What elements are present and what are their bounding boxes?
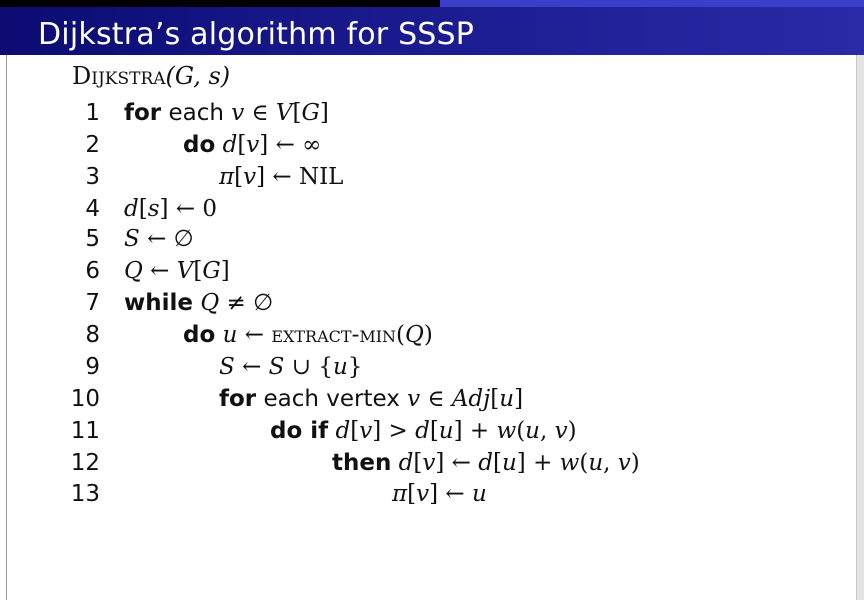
code-token: }: [347, 354, 363, 380]
code-token: u: [222, 322, 238, 348]
code-token: [: [407, 481, 417, 507]
code-token: ← ∅: [139, 226, 194, 252]
code-token: [215, 132, 222, 158]
line-number: 13: [70, 481, 100, 507]
code-token: v: [416, 481, 430, 507]
code-token: ] ← NIL: [256, 164, 344, 190]
line-number: 4: [85, 196, 100, 222]
code-line: [0, 100, 850, 132]
code-text: [124, 290, 273, 316]
code-text: [124, 196, 217, 222]
line-number: 5: [85, 226, 100, 252]
code-token: ,: [603, 450, 618, 476]
code-token: ←: [234, 354, 269, 380]
code-token: d: [124, 196, 139, 222]
code-token: ,: [540, 418, 555, 444]
code-token: Q: [124, 258, 143, 284]
code-line: [0, 354, 850, 386]
code-token: v: [246, 132, 260, 158]
code-line: [0, 481, 850, 513]
code-token: Q: [405, 322, 424, 348]
keyword: then: [332, 450, 392, 476]
code-token: G: [301, 100, 320, 126]
code-token: π: [392, 481, 408, 507]
code-token: S: [219, 354, 235, 380]
code-token: π: [219, 164, 235, 190]
code-token: S: [124, 226, 140, 252]
code-token: [: [292, 100, 302, 126]
line-number: 6: [85, 258, 100, 284]
code-token: u: [438, 418, 454, 444]
code-token: G: [202, 258, 221, 284]
code-token: ): [630, 450, 640, 476]
line-number: 3: [85, 164, 100, 190]
code-line: [0, 322, 850, 354]
code-token: u: [525, 418, 540, 444]
code-token: v: [359, 418, 373, 444]
code-token: extract-min: [271, 322, 397, 348]
code-line: [0, 164, 850, 196]
top-navigation-accent: [440, 0, 864, 7]
code-text: [124, 100, 329, 126]
code-token: (: [396, 322, 406, 348]
code-token: v: [231, 100, 245, 126]
code-token: s: [147, 196, 160, 222]
code-token: [: [492, 450, 502, 476]
code-token: [: [429, 418, 439, 444]
code-token: d: [415, 418, 430, 444]
code-token: [: [350, 418, 360, 444]
slide-title-bar: [0, 7, 864, 55]
line-number: 11: [70, 418, 100, 444]
code-line: [0, 258, 850, 290]
code-token: ≠ ∅: [219, 290, 274, 316]
code-token: ] ← 0: [159, 196, 218, 222]
code-token: w: [559, 450, 580, 476]
line-number: 7: [85, 290, 100, 316]
code-token: [: [193, 258, 203, 284]
code-token: [215, 322, 222, 348]
code-token: [: [237, 132, 247, 158]
code-token: v: [617, 450, 631, 476]
keyword: do if: [270, 418, 329, 444]
code-token: ]: [319, 100, 329, 126]
code-token: d: [478, 450, 493, 476]
code-token: [: [413, 450, 423, 476]
line-number: 1: [85, 100, 100, 126]
keyword: do: [183, 322, 216, 348]
code-token: ]: [514, 386, 524, 412]
code-line: [0, 132, 850, 164]
procedure-args: (G, s): [165, 62, 231, 90]
code-token: v: [554, 418, 568, 444]
code-token: ] +: [453, 418, 497, 444]
code-token: [: [138, 196, 148, 222]
code-text: [219, 386, 523, 412]
code-line: [0, 226, 850, 258]
code-token: (: [516, 418, 526, 444]
code-text: [392, 481, 487, 507]
code-token: v: [422, 450, 436, 476]
keyword: do: [183, 132, 216, 158]
code-line: [0, 290, 850, 322]
code-token: ←: [237, 322, 272, 348]
code-text: [124, 258, 230, 284]
code-token: ∈: [244, 100, 276, 126]
keyword: while: [124, 290, 193, 316]
code-token: u: [332, 354, 348, 380]
code-token: ] ←: [429, 481, 472, 507]
code-token: [391, 450, 398, 476]
code-token: V: [176, 258, 194, 284]
code-token: ←: [142, 258, 177, 284]
code-text: [270, 418, 577, 444]
code-token: u: [588, 450, 604, 476]
code-token: ): [567, 418, 577, 444]
code-line: [0, 418, 850, 450]
code-token: S: [268, 354, 285, 380]
code-token: ] +: [516, 450, 560, 476]
code-token: w: [496, 418, 517, 444]
code-token: v: [407, 386, 421, 412]
code-line: [0, 386, 850, 418]
procedure-signature: [72, 62, 230, 90]
code-token: V: [275, 100, 293, 126]
code-token: each: [161, 100, 232, 126]
keyword: for: [219, 386, 257, 412]
code-token: each vertex: [256, 386, 408, 412]
code-text: [219, 354, 362, 380]
code-token: Adj: [451, 386, 491, 412]
code-token: d: [222, 132, 238, 158]
line-number: 8: [85, 322, 100, 348]
code-text: [124, 226, 194, 252]
code-token: [: [490, 386, 500, 412]
code-token: ): [423, 322, 433, 348]
code-text: [219, 164, 343, 190]
code-token: (: [579, 450, 589, 476]
code-token: u: [471, 481, 487, 507]
line-number: 9: [85, 354, 100, 380]
keyword: for: [124, 100, 162, 126]
code-token: ] ←: [435, 450, 479, 476]
procedure-name: Dijkstra: [72, 62, 166, 90]
code-token: ] >: [372, 418, 416, 444]
code-token: ] ← ∞: [259, 132, 322, 158]
code-token: ∈: [420, 386, 452, 412]
code-text: [332, 450, 640, 476]
code-line: [0, 450, 850, 482]
code-token: d: [335, 418, 351, 444]
code-token: ∪ {: [284, 354, 333, 380]
code-text: [183, 132, 321, 158]
line-number: 12: [70, 450, 100, 476]
code-token: u: [501, 450, 517, 476]
code-token: Q: [200, 290, 220, 316]
code-token: d: [398, 450, 414, 476]
code-token: ]: [220, 258, 230, 284]
right-scroll-strip: [857, 55, 864, 600]
code-token: [: [234, 164, 244, 190]
code-line: [0, 196, 850, 228]
code-token: v: [243, 164, 257, 190]
line-number: 10: [70, 386, 100, 412]
code-token: u: [499, 386, 515, 412]
line-number: 2: [85, 132, 100, 158]
slide-title: Dijkstra’s algorithm for SSSP: [38, 17, 475, 52]
code-text: [183, 322, 433, 348]
